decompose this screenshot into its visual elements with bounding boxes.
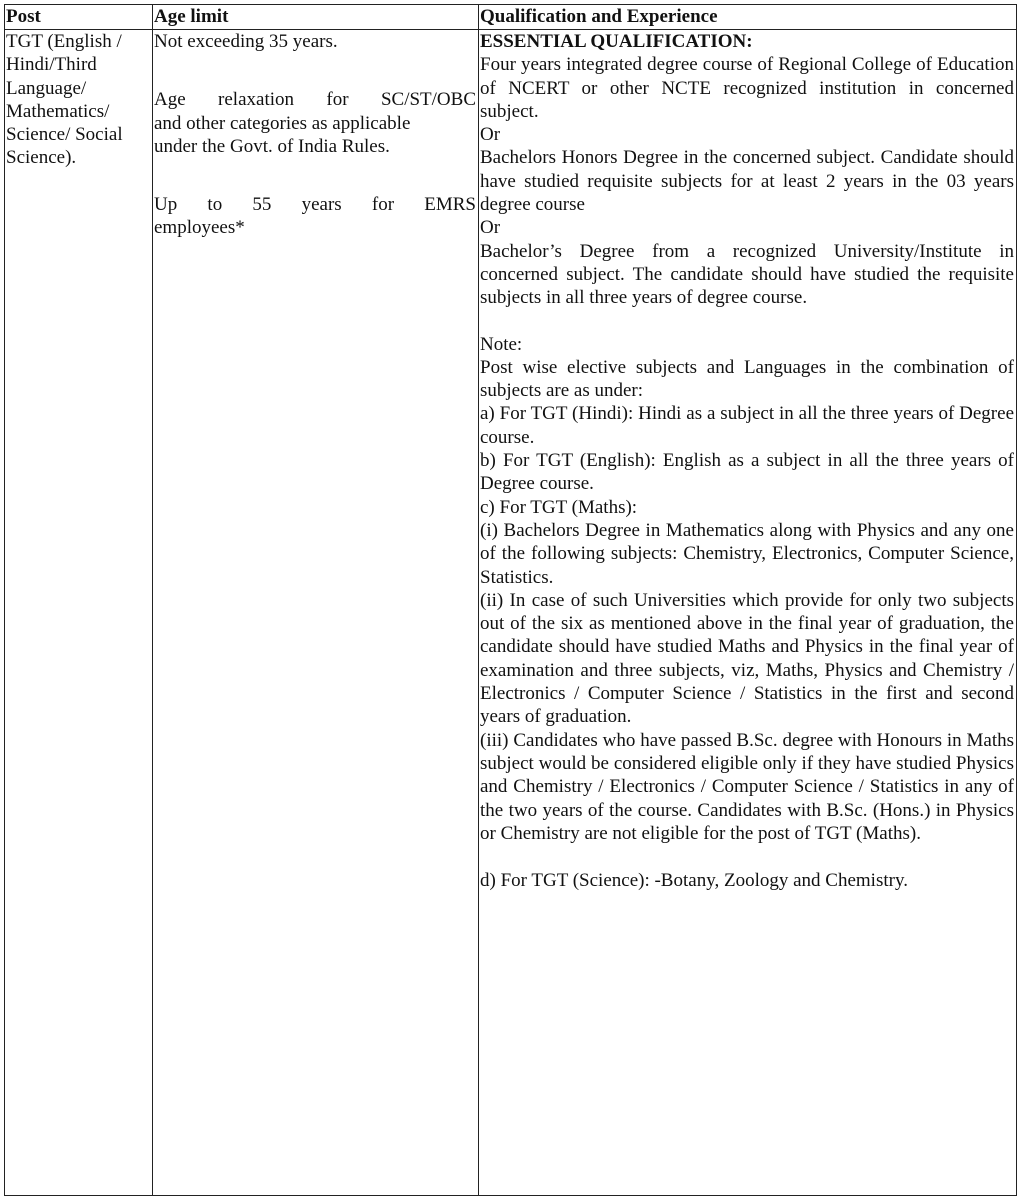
table-header-row (5, 5, 1017, 30)
qualification-cell (479, 30, 1017, 1196)
maths-sub-item-iii: (iii) Candidates who have passed B.Sc. degree with Honours in Maths subject would be considered eligible only if they have studied Physics and Chemistry / Electronics / Computer Science / Statistics in any of the two years of the course. Candidates with B.Sc. (Hons.) in Physics or Chemistry are not eligible for the post of TGT (Maths). (480, 729, 1014, 844)
note-item-hindi: a) For TGT (Hindi): Hindi as a subject in all the three years of Degree course. (480, 403, 1014, 448)
post-cell (5, 30, 153, 1196)
age-limit-cell (153, 30, 479, 1196)
header-qualification: Qualification and Experience (479, 5, 1017, 30)
essential-qualification-heading: ESSENTIAL QUALIFICATION: (480, 31, 753, 52)
qualification-option-1: Four years integrated degree course of Regional College of Education of NCERT or other NCTE recognized institution in concerned subject. (480, 54, 1014, 122)
post-line: Mathematics/ (6, 100, 110, 122)
note-item-maths: c) For TGT (Maths): (480, 496, 638, 518)
or-separator: Or (480, 124, 501, 146)
post-line: Hindi/Third (6, 54, 97, 76)
eligibility-document (4, 4, 1016, 1196)
emrs-age-line: Up to 55 years for EMRS (154, 194, 476, 216)
note-label: Note: (480, 333, 523, 355)
qualification-option-3: Bachelor’s Degree from a recognized University/Institute in concerned subject. The candidate should have studied the requisite subjects in all three years of degree course. (480, 240, 1014, 309)
post-line: Science/ Social (6, 124, 123, 146)
age-relaxation-line: under the Govt. of India Rules. (154, 135, 390, 157)
age-relaxation-line: Age relaxation for SC/ST/OBC (154, 89, 476, 111)
table-row (5, 30, 1017, 1196)
eligibility-table (4, 4, 1017, 1196)
age-limit-text: Not exceeding 35 years. (154, 31, 338, 52)
header-age-limit: Age limit (153, 5, 479, 30)
maths-sub-item-ii: (ii) In case of such Universities which provide for only two subjects out of the six as mentioned above in the final year of graduation, the candidate should have studied Maths and Physics in the final year of examination and three subjects, viz, Maths, Physics and Chemistry / Electronics / Computer Science / Statistics in the first and second years of graduation. (480, 589, 1014, 728)
note-item-science: d) For TGT (Science): -Botany, Zoology and Chemistry. (480, 870, 908, 892)
post-line: TGT (English / (6, 31, 122, 52)
note-item-english: b) For TGT (English): English as a subject in all the three years of Degree course. (480, 450, 1014, 495)
post-line: Science). (6, 147, 77, 169)
qualification-option-2: Bachelors Honors Degree in the concerned subject. Candidate should have studied requisite subjects for at least 2 years in the 03 years degree course (480, 147, 1014, 216)
or-separator: Or (480, 217, 501, 239)
post-line: Language/ (6, 77, 87, 99)
note-intro: Post wise elective subjects and Languages in the combination of subjects are as under: (480, 356, 1014, 402)
age-relaxation-line: and other categories as applicable (154, 112, 411, 134)
emrs-age-line: employees* (154, 217, 245, 239)
header-post: Post (5, 5, 153, 30)
maths-sub-item-i: (i) Bachelors Degree in Mathematics along with Physics and any one of the following subjects: Chemistry, Electronics, Computer Science, Statistics. (480, 519, 1014, 588)
